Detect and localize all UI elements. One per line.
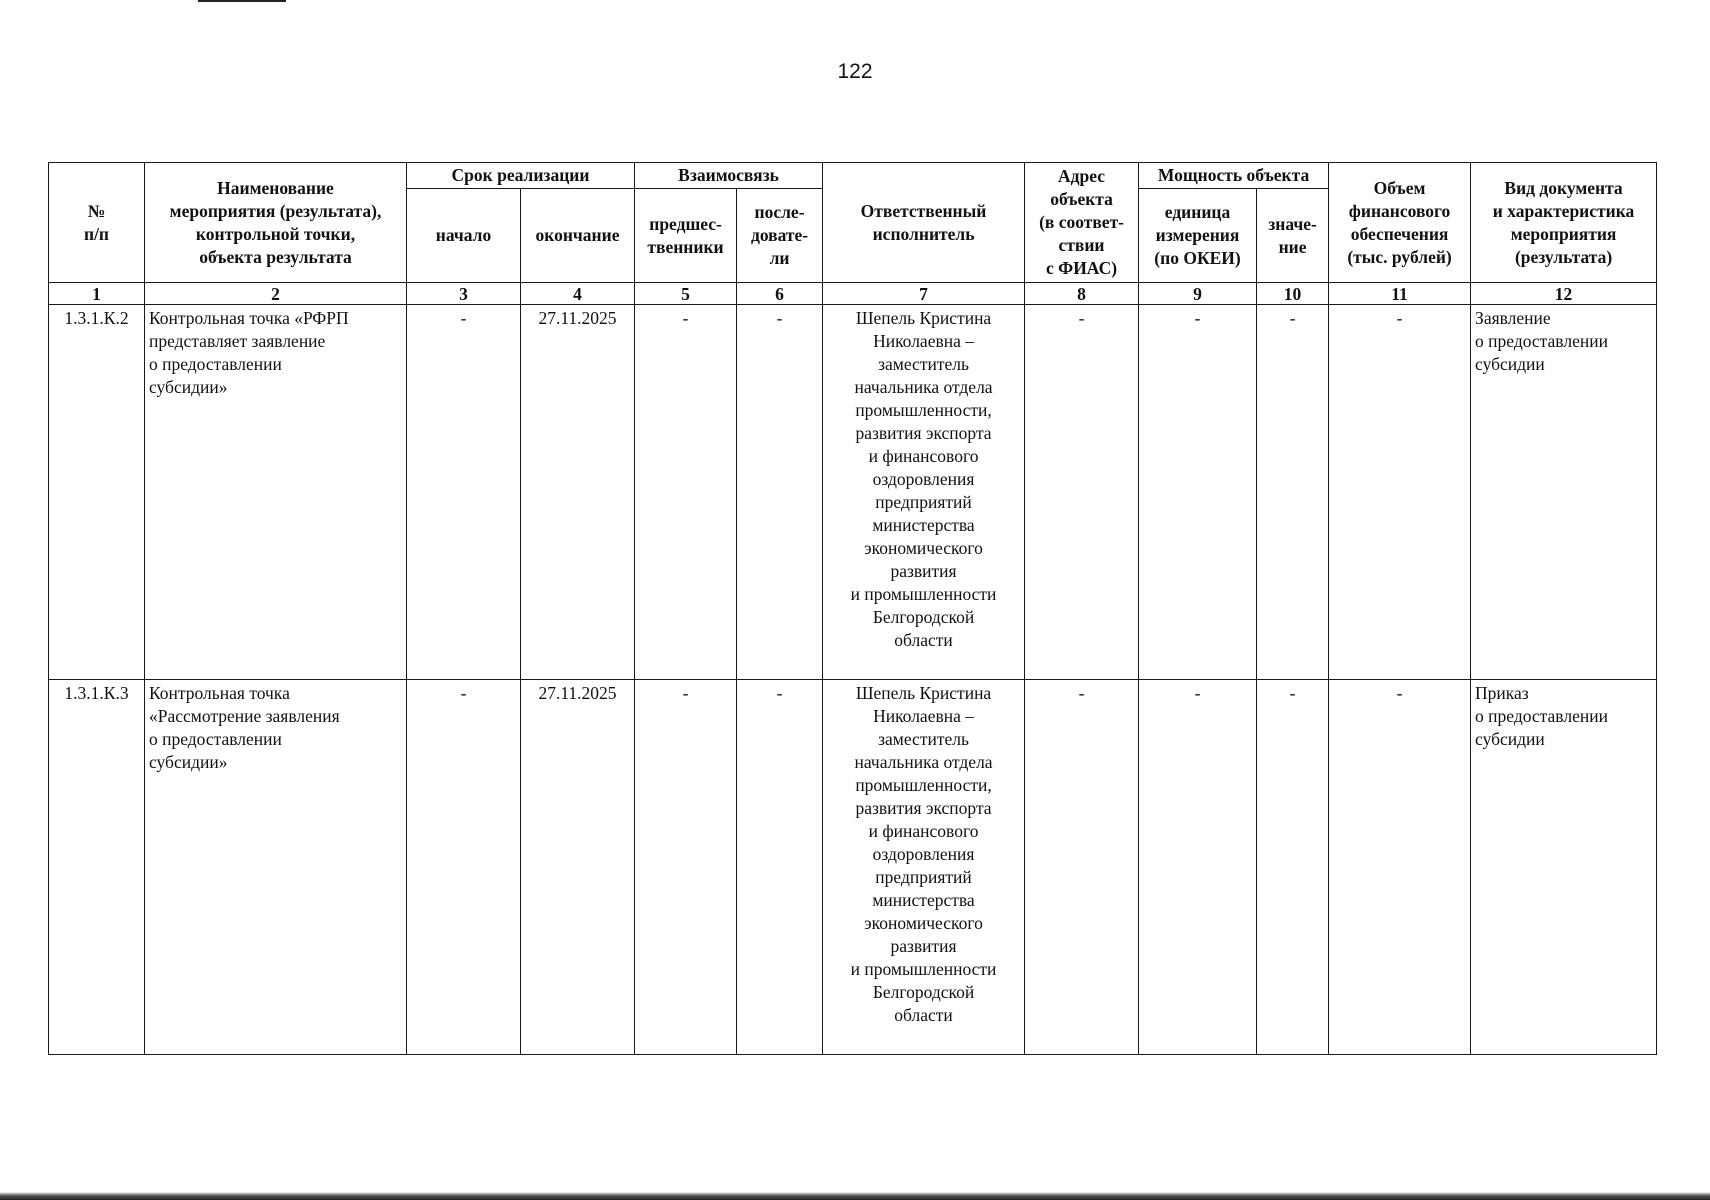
row-name: Контрольная точка «Рассмотрение заявления о предоставлении субсидии» bbox=[145, 680, 407, 1055]
row-address: - bbox=[1025, 305, 1139, 680]
row-doc-type: Приказ о предоставлении субсидии bbox=[1471, 680, 1657, 1055]
column-number: 5 bbox=[635, 283, 737, 305]
column-number-row bbox=[49, 283, 1657, 305]
row-name: Контрольная точка «РФРП представляет заявление о предоставлении субсидии» bbox=[145, 305, 407, 680]
row-unit: - bbox=[1139, 305, 1257, 680]
column-number: 9 bbox=[1139, 283, 1257, 305]
row-next: - bbox=[737, 305, 823, 680]
header-name: Наименование мероприятия (результата), контрольной точки, объекта результата bbox=[145, 163, 407, 283]
header-executor: Ответственный исполнитель bbox=[823, 163, 1025, 283]
plan-table bbox=[48, 162, 1657, 1055]
column-number: 7 bbox=[823, 283, 1025, 305]
row-unit: - bbox=[1139, 680, 1257, 1055]
column-number: 12 bbox=[1471, 283, 1657, 305]
row-start: - bbox=[407, 305, 521, 680]
header-link-next: после- довате- ли bbox=[737, 189, 823, 283]
row-finance: - bbox=[1329, 305, 1471, 680]
row-next: - bbox=[737, 680, 823, 1055]
row-address: - bbox=[1025, 680, 1139, 1055]
row-number: 1.3.1.К.2 bbox=[49, 305, 145, 680]
column-number: 2 bbox=[145, 283, 407, 305]
header-capacity-unit: единица измерения (по ОКЕИ) bbox=[1139, 189, 1257, 283]
header-capacity-group: Мощность объекта bbox=[1139, 163, 1329, 189]
column-number: 4 bbox=[521, 283, 635, 305]
page-number: 122 bbox=[837, 60, 873, 83]
column-number: 11 bbox=[1329, 283, 1471, 305]
row-value: - bbox=[1257, 680, 1329, 1055]
header-term-start: начало bbox=[407, 189, 521, 283]
row-value: - bbox=[1257, 305, 1329, 680]
column-number: 1 bbox=[49, 283, 145, 305]
header-row-top bbox=[49, 163, 1657, 189]
header-link-group: Взаимосвязь bbox=[635, 163, 823, 189]
header-address: Адрес объекта (в соответ- ствии с ФИАС) bbox=[1025, 163, 1139, 283]
column-number: 10 bbox=[1257, 283, 1329, 305]
row-end: 27.11.2025 bbox=[521, 305, 635, 680]
scan-edge-mark-bottom bbox=[0, 1192, 1710, 1200]
row-prev: - bbox=[635, 305, 737, 680]
row-executor: Шепель Кристина Николаевна – заместитель начальника отдела промышленности, развития экспорта и финансового оздоровления предприятий министерства экономического развития и промышленности Белгородской области bbox=[823, 305, 1025, 680]
column-number: 3 bbox=[407, 283, 521, 305]
row-number: 1.3.1.К.3 bbox=[49, 680, 145, 1055]
row-finance: - bbox=[1329, 680, 1471, 1055]
column-number: 6 bbox=[737, 283, 823, 305]
header-no: № п/п bbox=[49, 163, 145, 283]
table-row bbox=[49, 680, 1657, 1055]
table-row bbox=[49, 305, 1657, 680]
header-term-end: окончание bbox=[521, 189, 635, 283]
row-prev: - bbox=[635, 680, 737, 1055]
header-term-group: Срок реализации bbox=[407, 163, 635, 189]
header-capacity-value: значе- ние bbox=[1257, 189, 1329, 283]
row-start: - bbox=[407, 680, 521, 1055]
row-doc-type: Заявление о предоставлении субсидии bbox=[1471, 305, 1657, 680]
column-number: 8 bbox=[1025, 283, 1139, 305]
row-executor: Шепель Кристина Николаевна – заместитель начальника отдела промышленности, развития экспорта и финансового оздоровления предприятий министерства экономического развития и промышленности Белгородской области bbox=[823, 680, 1025, 1055]
row-end: 27.11.2025 bbox=[521, 680, 635, 1055]
header-finance: Объем финансового обеспечения (тыс. рублей) bbox=[1329, 163, 1471, 283]
header-link-prev: предшес- твенники bbox=[635, 189, 737, 283]
scan-edge-mark-top bbox=[198, 0, 286, 2]
header-doc-type: Вид документа и характеристика мероприятия (результата) bbox=[1471, 163, 1657, 283]
